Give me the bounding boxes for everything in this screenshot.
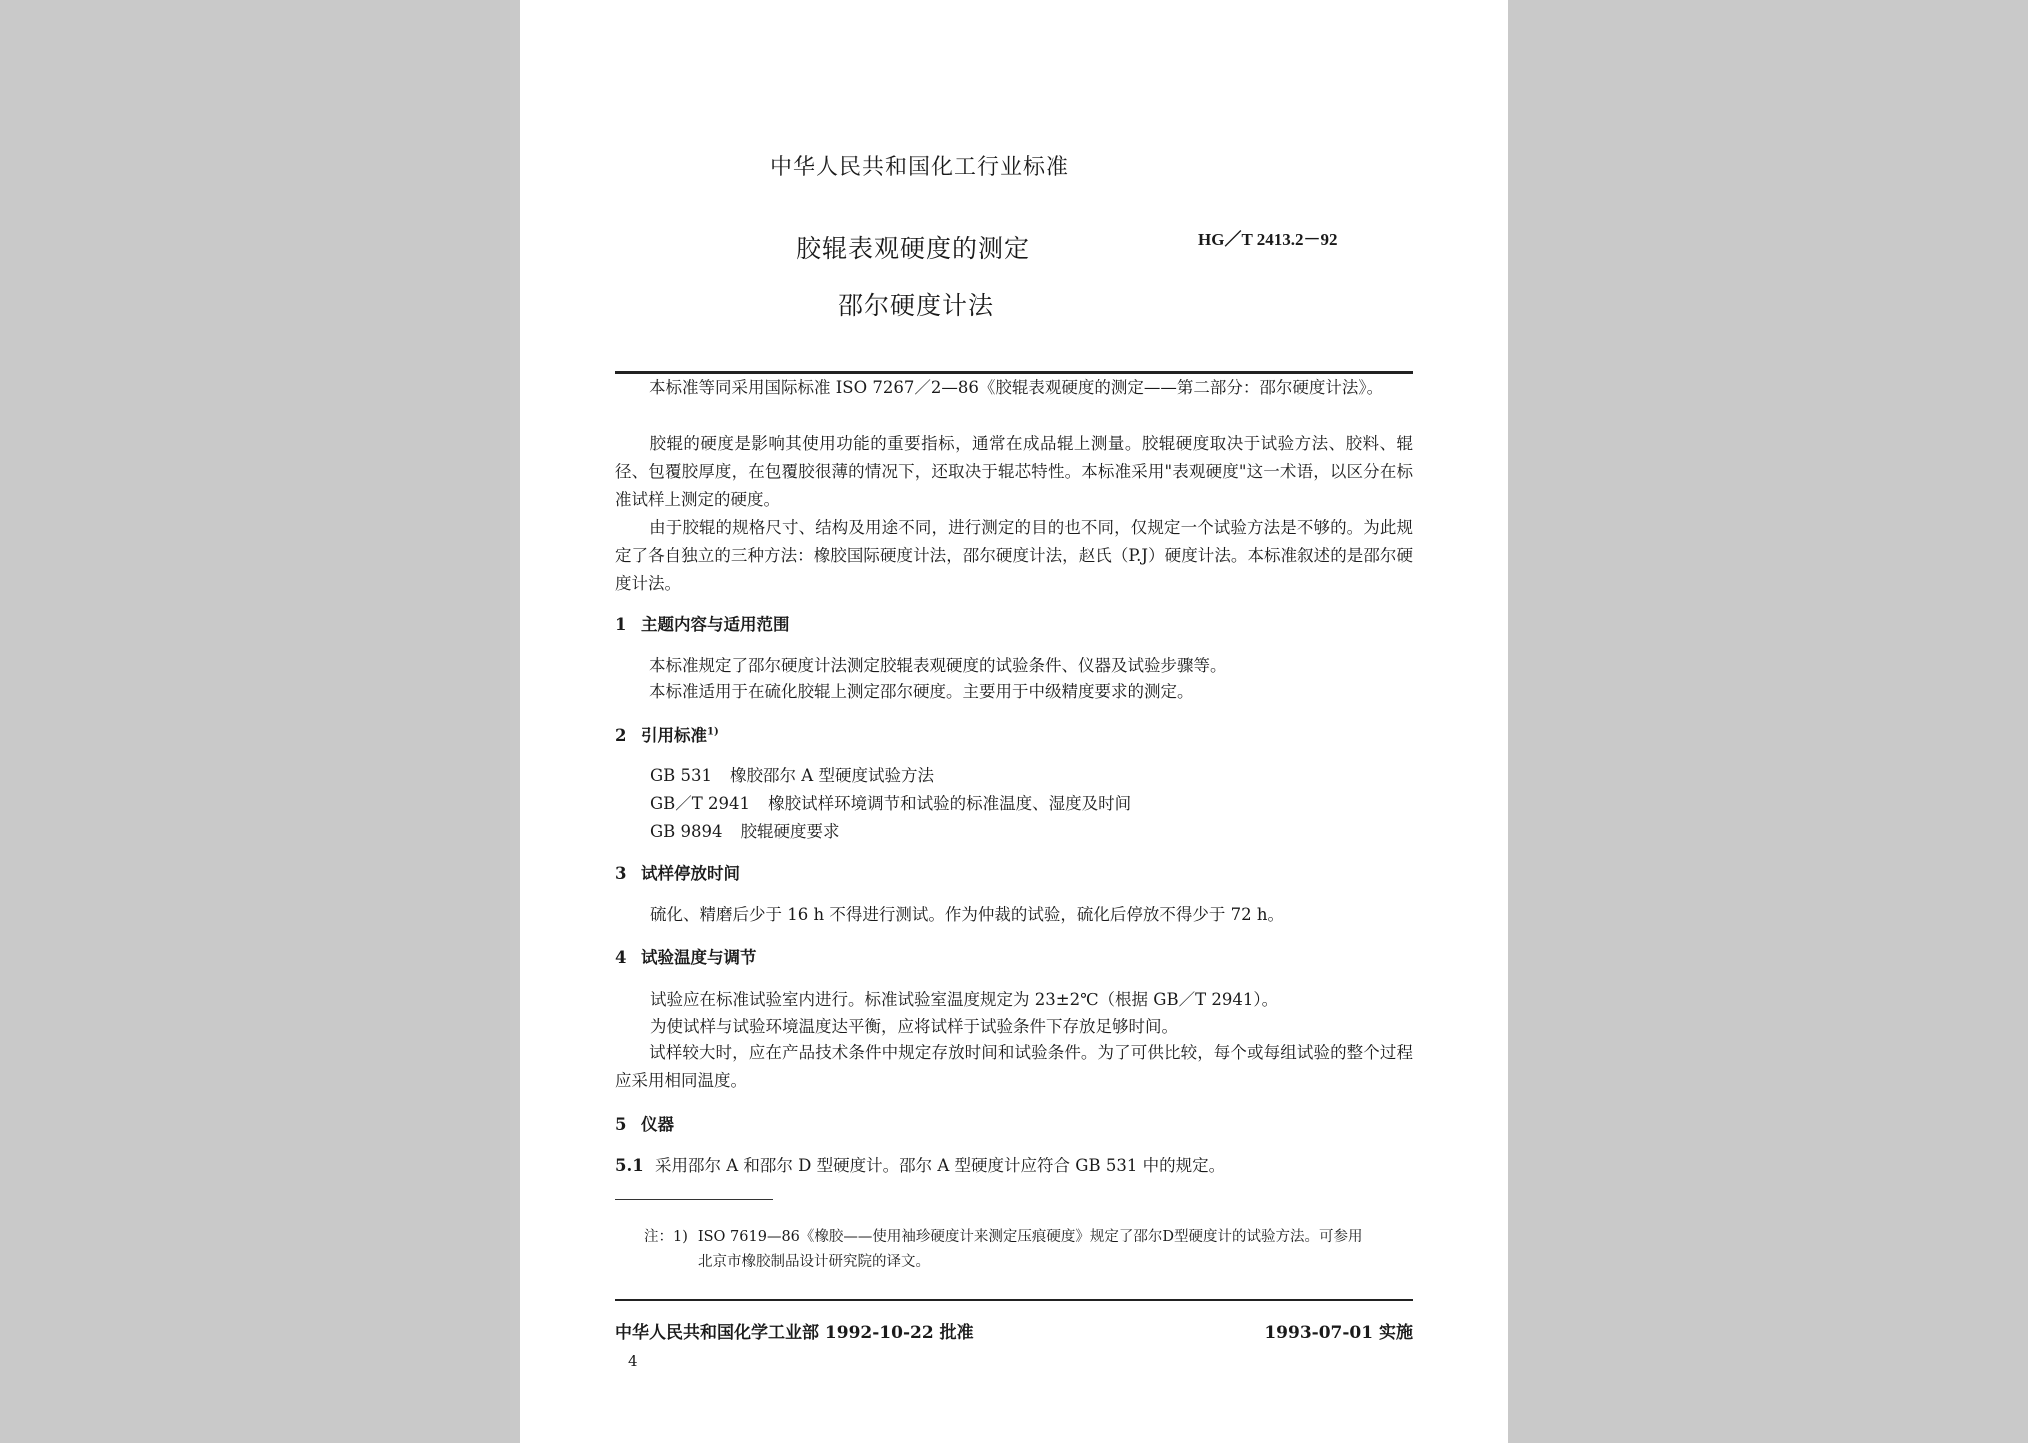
subsection-number: 5.1	[615, 1156, 644, 1175]
section-number: 5	[615, 1115, 627, 1134]
section-number: 2	[615, 726, 627, 745]
section-1-line-1	[615, 652, 1413, 680]
section-3-line-1	[650, 901, 1284, 925]
section-2-heading	[615, 722, 719, 746]
reference-item	[650, 790, 1131, 814]
section-1-heading	[615, 611, 790, 635]
intro-paragraph-2	[615, 430, 1413, 514]
section-1-line-2	[615, 678, 1413, 706]
footnote-divider	[615, 1199, 773, 1200]
reference-code: GB 531	[650, 766, 713, 785]
reference-code: GB／T 2941	[650, 794, 751, 813]
intro-text-2: 胶辊的硬度是影响其使用功能的重要指标，通常在成品辊上测量。胶辊硬度取决于试验方法、胶料、辊径、包覆胶厚度，在包覆胶很薄的情况下，还取决于辊芯特性。本标准采用"表观硬度"这一术语，以区分在标准试样上测定的硬度。	[615, 434, 1413, 509]
reference-name: 胶辊硬度要求	[740, 822, 840, 841]
section-3-heading	[615, 860, 740, 884]
section-4-line-2	[650, 1013, 1178, 1037]
standard-code: HG／T 2413.2－92	[1198, 230, 1338, 249]
footnote-label: 注：1)	[644, 1229, 688, 1245]
section-5-heading	[615, 1111, 674, 1135]
section-text: 硫化、精磨后少于 16 h 不得进行测试。作为仲裁的试验，硫化后停放不得少于 72 h。	[650, 905, 1284, 924]
section-number: 4	[615, 948, 627, 967]
section-text: 试样较大时，应在产品技术条件中规定存放时间和试验条件。为了可供比较，每个或每组试验的整个过程应采用相同温度。	[615, 1043, 1413, 1090]
section-number: 1	[615, 615, 627, 634]
section-4-line-1	[650, 986, 1278, 1010]
section-title: 试验温度与调节	[641, 948, 757, 967]
footer-divider	[615, 1299, 1413, 1301]
reference-item	[650, 762, 934, 786]
document-page	[520, 0, 1508, 1443]
reference-code: GB 9894	[650, 822, 723, 841]
intro-paragraph-3	[615, 514, 1413, 598]
section-title: 仪器	[641, 1115, 674, 1134]
section-number: 3	[615, 864, 627, 883]
section-title: 试样停放时间	[641, 864, 740, 883]
section-5-1-line	[615, 1152, 1225, 1176]
reference-name: 橡胶邵尔 A 型硬度试验方法	[730, 766, 934, 785]
footnote	[644, 1225, 1363, 1246]
section-4-heading	[615, 944, 757, 968]
section-text: 为使试样与试验环境温度达平衡，应将试样于试验条件下存放足够时间。	[650, 1017, 1178, 1036]
section-text: 试验应在标准试验室内进行。标准试验室温度规定为 23±2℃（根据 GB／T 2941）。	[650, 990, 1279, 1009]
reference-name: 橡胶试样环境调节和试验的标准温度、湿度及时间	[768, 794, 1132, 813]
section-4-line-3	[615, 1039, 1413, 1095]
effective-date: 1993-07-01 实施	[1264, 1323, 1413, 1343]
intro-text-3: 由于胶辊的规格尺寸、结构及用途不同，进行测定的目的也不同，仅规定一个试验方法是不够的。为此规定了各自独立的三种方法：橡胶国际硬度计法，邵尔硬度计法，赵氏（P.J）硬度计法。本标准叙述的是邵尔硬度计法。	[615, 518, 1413, 593]
section-title: 主题内容与适用范围	[641, 615, 790, 634]
section-title: 引用标准	[641, 726, 707, 745]
page-number: 4	[628, 1352, 638, 1370]
footnote-continuation	[698, 1250, 930, 1271]
footnote-text: 北京市橡胶制品设计研究院的译文。	[698, 1254, 930, 1270]
reference-item	[650, 818, 840, 842]
footnote-text: ISO 7619—86《橡胶——使用袖珍硬度计来测定压痕硬度》规定了邵尔D型硬度计的试验方法。可参用	[697, 1229, 1363, 1245]
approval-date: 中华人民共和国化学工业部 1992-10-22 批准	[615, 1323, 974, 1343]
document-subtitle: 邵尔硬度计法	[838, 291, 995, 320]
intro-paragraph-1	[615, 374, 1413, 402]
standard-org-header: 中华人民共和国化工行业标准	[770, 155, 1070, 180]
footnote-marker: 1)	[707, 726, 719, 738]
section-text: 本标准规定了邵尔硬度计法测定胶辊表观硬度的试验条件、仪器及试验步骤等。	[649, 656, 1227, 675]
section-text: 本标准适用于在硫化胶辊上测定邵尔硬度。主要用于中级精度要求的测定。	[649, 682, 1194, 701]
intro-text-1: 本标准等同采用国际标准 ISO 7267／2—86《胶辊表观硬度的测定——第二部分：邵尔硬度计法》。	[649, 378, 1384, 397]
document-title: 胶辊表观硬度的测定	[796, 234, 1031, 263]
section-text: 采用邵尔 A 和邵尔 D 型硬度计。邵尔 A 型硬度计应符合 GB 531 中的规定。	[655, 1156, 1226, 1175]
